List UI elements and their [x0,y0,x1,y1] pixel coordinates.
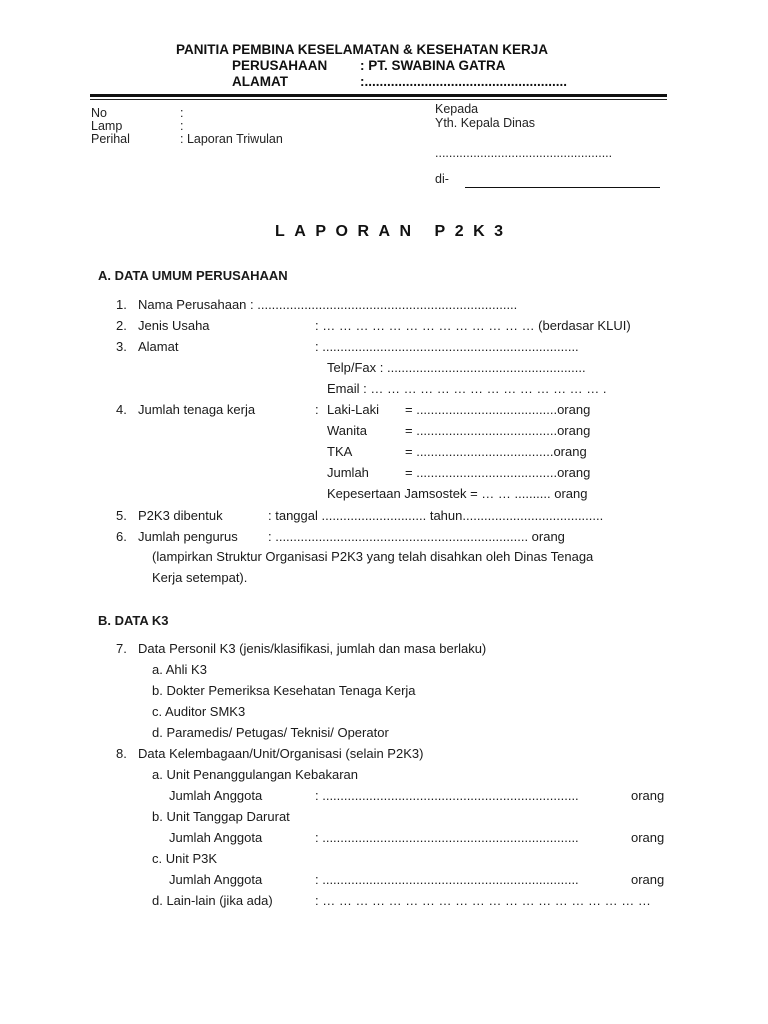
jamsostek-line: Kepesertaan Jamsostek = … … .......... orang [327,486,588,501]
telp-fax-line: Telp/Fax : ....................................................... [327,360,586,375]
item-3-label: Alamat [138,339,179,354]
item-8-number: 8. [116,746,127,761]
unit-name-a: a. Unit Penanggulangan Kebakaran [152,767,358,782]
item-1-number: 1. [116,297,127,312]
item-7-sub-d: d. Paramedis/ Petugas/ Teknisi/ Operator [152,725,389,740]
item-7-text: Data Personil K3 (jenis/klasifikasi, jumlah dan masa berlaku) [138,641,487,656]
perihal-label: Perihal [91,132,130,146]
lamp-colon: : [180,119,184,133]
item-6-label: Jumlah pengurus [138,529,238,544]
worker-value-jumlah: = .......................................orang [405,465,591,480]
item-7-sub-b: b. Dokter Pemeriksa Kesehatan Tenaga Kerja [152,683,416,698]
item-5-label: P2K3 dibentuk [138,508,223,523]
item-4-number: 4. [116,402,127,417]
worker-value-laki: = .......................................orang [405,402,591,417]
lamp-label: Lamp [91,119,123,133]
item-2-number: 2. [116,318,127,333]
worker-label-tka: TKA [327,444,353,459]
section-b-heading: B. DATA K3 [98,613,169,628]
item-7-sub-a: a. Ahli K3 [152,662,207,677]
item-1-text: Nama Perusahaan : ........................................................................ [138,297,518,312]
item-7-number: 7. [116,641,127,656]
recipient-blank: ................................................... [435,146,613,160]
recipient-yth: Yth. Kepala Dinas [435,116,536,130]
item-2-value: : … … … … … … … … … … … … … (berdasar KLUI) [315,318,631,333]
item-6-note-line-2: Kerja setempat). [152,570,248,585]
unit-member-unit-b: orang [631,830,665,845]
unit-member-unit-a: orang [631,788,665,803]
unit-name-b: b. Unit Tanggap Darurat [152,809,290,824]
item-3-value: : ....................................................................... [315,339,579,354]
unit-member-unit-c: orang [631,872,665,887]
unit-member-value-a: : ....................................................................... [315,788,579,803]
worker-label-wanita: Wanita [327,423,367,438]
item-6-number: 6. [116,529,127,544]
address-label: ALAMAT [232,74,288,89]
recipient-di-line [465,187,660,188]
unit-name-d: d. Lain-lain (jika ada) [152,893,273,908]
item-5-value: : tanggal ............................. tahun....................................... [268,508,604,523]
no-label: No [91,106,107,120]
worker-label-laki: Laki-Laki [327,402,380,417]
item-7-sub-c: c. Auditor SMK3 [152,704,246,719]
unit-member-value-b: : ....................................................................... [315,830,579,845]
item-4-label: Jumlah tenaga kerja [138,402,256,417]
recipient-di: di- [435,172,449,186]
unit-name-c: c. Unit P3K [152,851,218,866]
company-value: : PT. SWABINA GATRA [360,58,506,73]
section-a-heading: A. DATA UMUM PERUSAHAAN [98,268,288,283]
item-8-text: Data Kelembagaan/Unit/Organisasi (selain P2K3) [138,746,424,761]
page-title: LAPORAN P2K3 [275,223,513,240]
perihal-value: : Laporan Triwulan [180,132,283,146]
recipient-kepada: Kepada [435,102,479,116]
item-6-value: : ...................................................................... orang [268,529,565,544]
worker-value-wanita: = .......................................orang [405,423,591,438]
header-rule-thick [90,94,667,97]
unit-member-label-a: Jumlah Anggota [169,788,263,803]
worker-label-jumlah: Jumlah [327,465,369,480]
item-2-label: Jenis Usaha [138,318,210,333]
unit-member-value-c: : ....................................................................... [315,872,579,887]
item-3-number: 3. [116,339,127,354]
no-colon: : [180,106,184,120]
unit-member-label-b: Jumlah Anggota [169,830,263,845]
header-rule-thin [90,99,667,100]
email-line: Email : … … … … … … … … … … … … … … . [327,381,607,396]
committee-heading: PANITIA PEMBINA KESELAMATAN & KESEHATAN KERJA [176,42,549,57]
item-6-note-line-1: (lampirkan Struktur Organisasi P2K3 yang telah disahkan oleh Dinas Tenaga [152,549,594,564]
unit-value-d: : … … … … … … … … … … … … … … … … … … … … [315,893,651,908]
worker-value-tka: = ......................................orang [405,444,587,459]
unit-member-label-c: Jumlah Anggota [169,872,263,887]
item-4-colon: : [315,402,319,417]
company-label: PERUSAHAAN [232,58,328,73]
address-value: :...................................................... [360,74,568,89]
item-5-number: 5. [116,508,127,523]
